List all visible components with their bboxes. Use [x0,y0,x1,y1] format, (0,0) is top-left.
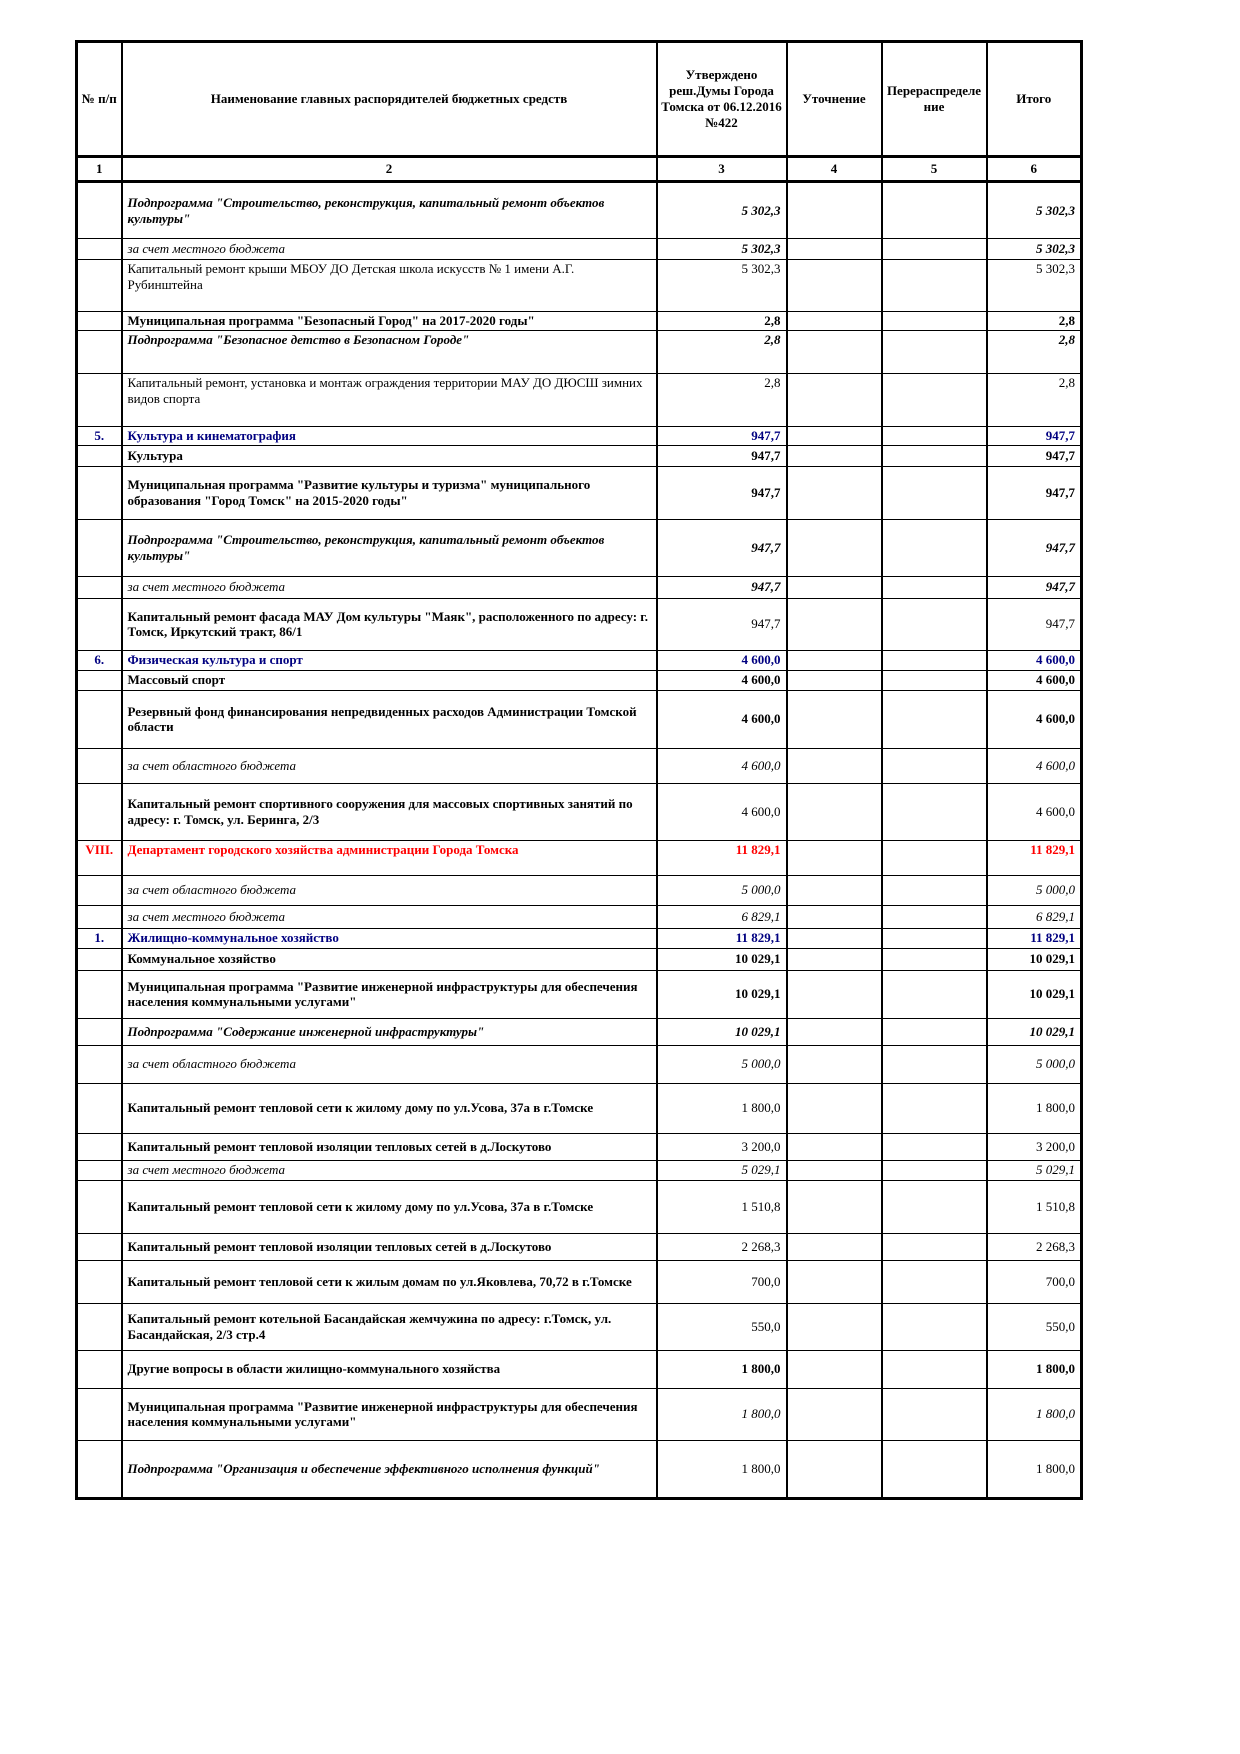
approved-value-cell: 2,8 [657,312,787,331]
redistribution-value-cell [882,466,987,519]
row-name-cell: Физическая культура и спорт [122,650,657,670]
approved-value-cell: 11 829,1 [657,840,787,875]
row-name-cell: Капитальный ремонт тепловой изоляции тепловых сетей в д.Лоскутово [122,1133,657,1160]
row-name-cell: Резервный фонд финансирования непредвиденных расходов Администрации Томской области [122,690,657,748]
total-value-cell: 947,7 [987,598,1082,650]
redistribution-value-cell [882,239,987,260]
clarification-value-cell [787,519,882,576]
row-number-cell [77,1233,122,1260]
row-name-cell: Подпрограмма "Организация и обеспечение эффективного исполнения функций" [122,1440,657,1498]
total-value-cell: 11 829,1 [987,928,1082,948]
redistribution-value-cell [882,1018,987,1045]
redistribution-value-cell [882,312,987,331]
row-name-cell: Жилищно-коммунальное хозяйство [122,928,657,948]
redistribution-value-cell [882,330,987,373]
row-name-cell: Капитальный ремонт фасада МАУ Дом культуры "Маяк", расположенного по адресу: г. Томск, Иркутский тракт, 86/1 [122,598,657,650]
approved-value-cell: 4 600,0 [657,690,787,748]
clarification-value-cell [787,445,882,466]
table-row [77,1180,1082,1233]
table-row [77,182,1082,239]
row-number-cell [77,748,122,783]
clarification-value-cell [787,330,882,373]
total-value-cell: 947,7 [987,445,1082,466]
table-row [77,650,1082,670]
row-name-cell: Культура [122,445,657,466]
header-total: Итого [987,42,1082,157]
row-name-cell: Подпрограмма "Безопасное детство в Безопасном Городе" [122,330,657,373]
total-value-cell: 4 600,0 [987,748,1082,783]
total-value-cell: 2,8 [987,330,1082,373]
clarification-value-cell [787,312,882,331]
clarification-value-cell [787,1018,882,1045]
table-row [77,519,1082,576]
row-name-cell: за счет местного бюджета [122,239,657,260]
approved-value-cell: 1 800,0 [657,1388,787,1440]
row-name-cell: Капитальный ремонт спортивного сооружения для массовых спортивных занятий по адресу: г. Томск, ул. Беринга, 2/3 [122,783,657,840]
table-row [77,1083,1082,1133]
approved-value-cell: 5 302,3 [657,260,787,312]
redistribution-value-cell [882,1180,987,1233]
clarification-value-cell [787,598,882,650]
row-name-cell: Муниципальная программа "Развитие культуры и туризма" муниципального образования "Город Томск" на 2015-2020 годы" [122,466,657,519]
table-row [77,840,1082,875]
clarification-value-cell [787,1388,882,1440]
row-number-cell [77,1180,122,1233]
redistribution-value-cell [882,1440,987,1498]
total-value-cell: 947,7 [987,576,1082,598]
approved-value-cell: 5 302,3 [657,182,787,239]
redistribution-value-cell [882,1303,987,1350]
row-number-cell [77,1303,122,1350]
total-value-cell: 6 829,1 [987,905,1082,928]
total-value-cell: 700,0 [987,1260,1082,1303]
table-row [77,948,1082,970]
approved-value-cell: 1 800,0 [657,1440,787,1498]
table-row [77,1440,1082,1498]
clarification-value-cell [787,970,882,1018]
table-row [77,928,1082,948]
total-value-cell: 947,7 [987,519,1082,576]
table-row [77,1018,1082,1045]
total-value-cell: 11 829,1 [987,840,1082,875]
approved-value-cell: 947,7 [657,598,787,650]
row-number-cell: VIII. [77,840,122,875]
redistribution-value-cell [882,1133,987,1160]
clarification-value-cell [787,426,882,445]
row-name-cell: Подпрограмма "Содержание инженерной инфраструктуры" [122,1018,657,1045]
total-value-cell: 5 302,3 [987,182,1082,239]
row-number-cell [77,373,122,426]
table-header [77,42,1082,182]
approved-value-cell: 947,7 [657,426,787,445]
header-name: Наименование главных распорядителей бюджетных средств [122,42,657,157]
row-number-cell [77,690,122,748]
row-number-cell [77,948,122,970]
clarification-value-cell [787,690,882,748]
header-clarification: Уточнение [787,42,882,157]
redistribution-value-cell [882,1045,987,1083]
table-row [77,466,1082,519]
row-number-cell [77,1440,122,1498]
table-row [77,875,1082,905]
header-row [77,42,1082,157]
table-row [77,1133,1082,1160]
row-number-cell [77,1045,122,1083]
redistribution-value-cell [882,182,987,239]
table-row [77,260,1082,312]
table-row [77,748,1082,783]
total-value-cell: 10 029,1 [987,948,1082,970]
table-row [77,445,1082,466]
redistribution-value-cell [882,948,987,970]
row-name-cell: Капитальный ремонт тепловой сети к жилому дому по ул.Усова, 37а в г.Томске [122,1083,657,1133]
clarification-value-cell [787,1083,882,1133]
approved-value-cell: 947,7 [657,576,787,598]
row-name-cell: Подпрограмма "Строительство, реконструкция, капитальный ремонт объектов культуры" [122,182,657,239]
row-name-cell: за счет областного бюджета [122,1045,657,1083]
redistribution-value-cell [882,426,987,445]
row-name-cell: Массовый спорт [122,670,657,690]
total-value-cell: 5 000,0 [987,875,1082,905]
redistribution-value-cell [882,840,987,875]
row-number-cell [77,1018,122,1045]
clarification-value-cell [787,1350,882,1388]
total-value-cell: 4 600,0 [987,670,1082,690]
column-number: 6 [987,157,1082,182]
row-number-cell: 6. [77,650,122,670]
total-value-cell: 2,8 [987,312,1082,331]
row-number-cell [77,576,122,598]
table-row [77,690,1082,748]
clarification-value-cell [787,840,882,875]
row-number-cell [77,598,122,650]
approved-value-cell: 10 029,1 [657,948,787,970]
clarification-value-cell [787,1180,882,1233]
total-value-cell: 5 302,3 [987,260,1082,312]
redistribution-value-cell [882,905,987,928]
total-value-cell: 947,7 [987,466,1082,519]
row-number-cell [77,330,122,373]
table-row [77,598,1082,650]
row-number-cell [77,1350,122,1388]
table-row [77,970,1082,1018]
approved-value-cell: 2,8 [657,373,787,426]
row-number-cell [77,260,122,312]
row-name-cell: Капитальный ремонт, установка и монтаж ограждения территории МАУ ДО ДЮСШ зимних видов спорта [122,373,657,426]
row-number-cell [77,670,122,690]
row-number-cell [77,875,122,905]
table-row [77,670,1082,690]
redistribution-value-cell [882,1260,987,1303]
total-value-cell: 4 600,0 [987,690,1082,748]
table-row [77,576,1082,598]
row-name-cell: за счет областного бюджета [122,875,657,905]
table-row [77,312,1082,331]
table-row [77,1160,1082,1180]
row-number-cell [77,182,122,239]
total-value-cell: 5 302,3 [987,239,1082,260]
redistribution-value-cell [882,445,987,466]
clarification-value-cell [787,1233,882,1260]
approved-value-cell: 3 200,0 [657,1133,787,1160]
table-row [77,426,1082,445]
row-name-cell: Муниципальная программа "Развитие инженерной инфраструктуры для обеспечения населения коммунальными услугами" [122,1388,657,1440]
approved-value-cell: 700,0 [657,1260,787,1303]
clarification-value-cell [787,1260,882,1303]
row-number-cell [77,1160,122,1180]
redistribution-value-cell [882,598,987,650]
total-value-cell: 5 000,0 [987,1045,1082,1083]
clarification-value-cell [787,1303,882,1350]
redistribution-value-cell [882,748,987,783]
row-name-cell: за счет местного бюджета [122,1160,657,1180]
approved-value-cell: 4 600,0 [657,783,787,840]
approved-value-cell: 550,0 [657,1303,787,1350]
total-value-cell: 1 800,0 [987,1440,1082,1498]
total-value-cell: 4 600,0 [987,650,1082,670]
row-name-cell: Коммунальное хозяйство [122,948,657,970]
redistribution-value-cell [882,970,987,1018]
row-name-cell: за счет местного бюджета [122,905,657,928]
row-name-cell: Капитальный ремонт крыши МБОУ ДО Детская школа искусств № 1 имени А.Г. Рубинштейна [122,260,657,312]
column-number: 4 [787,157,882,182]
approved-value-cell: 6 829,1 [657,905,787,928]
clarification-value-cell [787,1133,882,1160]
approved-value-cell: 1 800,0 [657,1350,787,1388]
table-row [77,1350,1082,1388]
approved-value-cell: 5 029,1 [657,1160,787,1180]
clarification-value-cell [787,1440,882,1498]
row-number-cell [77,1260,122,1303]
approved-value-cell: 10 029,1 [657,970,787,1018]
clarification-value-cell [787,650,882,670]
redistribution-value-cell [882,783,987,840]
row-name-cell: Культура и кинематография [122,426,657,445]
redistribution-value-cell [882,875,987,905]
row-number-cell: 5. [77,426,122,445]
row-number-cell: 1. [77,928,122,948]
column-number: 5 [882,157,987,182]
header-num: № п/п [77,42,122,157]
row-name-cell: Муниципальная программа "Безопасный Город" на 2017-2020 годы" [122,312,657,331]
row-number-cell [77,519,122,576]
row-name-cell: за счет местного бюджета [122,576,657,598]
approved-value-cell: 5 302,3 [657,239,787,260]
clarification-value-cell [787,928,882,948]
total-value-cell: 1 800,0 [987,1388,1082,1440]
redistribution-value-cell [882,1350,987,1388]
row-number-cell [77,1388,122,1440]
header-redistribution: Перераспределение [882,42,987,157]
total-value-cell: 2 268,3 [987,1233,1082,1260]
total-value-cell: 4 600,0 [987,783,1082,840]
total-value-cell: 10 029,1 [987,1018,1082,1045]
clarification-value-cell [787,1160,882,1180]
clarification-value-cell [787,466,882,519]
budget-table [75,40,1083,1500]
budget-table-body [77,182,1082,1499]
clarification-value-cell [787,948,882,970]
table-row [77,1388,1082,1440]
total-value-cell: 3 200,0 [987,1133,1082,1160]
total-value-cell: 1 800,0 [987,1083,1082,1133]
clarification-value-cell [787,239,882,260]
clarification-value-cell [787,783,882,840]
clarification-value-cell [787,875,882,905]
clarification-value-cell [787,1045,882,1083]
approved-value-cell: 4 600,0 [657,650,787,670]
clarification-value-cell [787,576,882,598]
column-number: 2 [122,157,657,182]
table-row [77,905,1082,928]
approved-value-cell: 11 829,1 [657,928,787,948]
row-name-cell: за счет областного бюджета [122,748,657,783]
redistribution-value-cell [882,373,987,426]
table-row [77,1303,1082,1350]
clarification-value-cell [787,260,882,312]
total-value-cell: 10 029,1 [987,970,1082,1018]
table-row [77,239,1082,260]
column-number: 1 [77,157,122,182]
column-numbers-row [77,157,1082,182]
row-number-cell [77,445,122,466]
total-value-cell: 550,0 [987,1303,1082,1350]
approved-value-cell: 947,7 [657,519,787,576]
row-number-cell [77,466,122,519]
total-value-cell: 5 029,1 [987,1160,1082,1180]
redistribution-value-cell [882,1233,987,1260]
redistribution-value-cell [882,1160,987,1180]
clarification-value-cell [787,905,882,928]
row-number-cell [77,312,122,331]
row-name-cell: Подпрограмма "Строительство, реконструкция, капитальный ремонт объектов культуры" [122,519,657,576]
table-row [77,373,1082,426]
approved-value-cell: 4 600,0 [657,748,787,783]
row-name-cell: Другие вопросы в области жилищно-коммунального хозяйства [122,1350,657,1388]
approved-value-cell: 947,7 [657,445,787,466]
approved-value-cell: 4 600,0 [657,670,787,690]
redistribution-value-cell [882,690,987,748]
table-row [77,783,1082,840]
total-value-cell: 947,7 [987,426,1082,445]
table-row [77,330,1082,373]
redistribution-value-cell [882,260,987,312]
approved-value-cell: 10 029,1 [657,1018,787,1045]
row-name-cell: Капитальный ремонт тепловой сети к жилому дому по ул.Усова, 37а в г.Томске [122,1180,657,1233]
redistribution-value-cell [882,928,987,948]
clarification-value-cell [787,748,882,783]
row-number-cell [77,970,122,1018]
row-name-cell: Муниципальная программа "Развитие инженерной инфраструктуры для обеспечения населения коммунальными услугами" [122,970,657,1018]
clarification-value-cell [787,373,882,426]
total-value-cell: 1 800,0 [987,1350,1082,1388]
table-row [77,1233,1082,1260]
total-value-cell: 1 510,8 [987,1180,1082,1233]
row-name-cell: Капитальный ремонт тепловой изоляции тепловых сетей в д.Лоскутово [122,1233,657,1260]
table-row [77,1260,1082,1303]
redistribution-value-cell [882,1388,987,1440]
redistribution-value-cell [882,519,987,576]
clarification-value-cell [787,670,882,690]
row-number-cell [77,1083,122,1133]
row-number-cell [77,905,122,928]
row-number-cell [77,1133,122,1160]
approved-value-cell: 1 800,0 [657,1083,787,1133]
table-row [77,1045,1082,1083]
header-approved: Утверждено реш.Думы Города Томска от 06.12.2016 №422 [657,42,787,157]
row-number-cell [77,239,122,260]
redistribution-value-cell [882,576,987,598]
row-name-cell: Капитальный ремонт тепловой сети к жилым домам по ул.Яковлева, 70,72 в г.Томске [122,1260,657,1303]
row-name-cell: Капитальный ремонт котельной Басандайская жемчужина по адресу: г.Томск, ул. Басандайская, 2/3 стр.4 [122,1303,657,1350]
total-value-cell: 2,8 [987,373,1082,426]
row-number-cell [77,783,122,840]
redistribution-value-cell [882,1083,987,1133]
approved-value-cell: 5 000,0 [657,875,787,905]
approved-value-cell: 2 268,3 [657,1233,787,1260]
redistribution-value-cell [882,670,987,690]
clarification-value-cell [787,182,882,239]
row-name-cell: Департамент городского хозяйства администрации Города Томска [122,840,657,875]
column-number: 3 [657,157,787,182]
approved-value-cell: 2,8 [657,330,787,373]
redistribution-value-cell [882,650,987,670]
approved-value-cell: 1 510,8 [657,1180,787,1233]
approved-value-cell: 5 000,0 [657,1045,787,1083]
approved-value-cell: 947,7 [657,466,787,519]
